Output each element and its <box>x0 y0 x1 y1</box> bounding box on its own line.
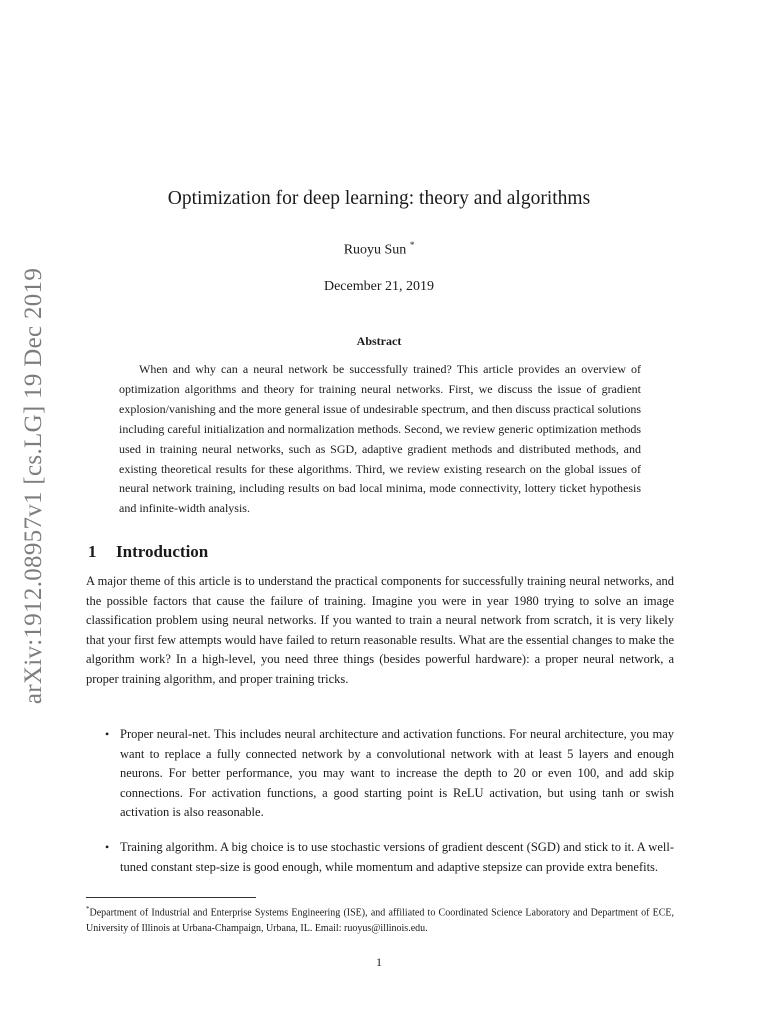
abstract-text: When and why can a neural network be successfully trained? This article provides an overview of optimization algorithms and theory for training neural networks. First, we discuss the issue of gradient explosion/vanishing and the more general issue of undesirable spectrum, and then discuss practical solutions including careful initialization and normalization methods. Second, we review generic optimization methods used in training neural networks, such as SGD, adaptive gradient methods and distributed methods, and existing theoretical results for these algorithms. Third, we review existing research on the global issues of neural network training, including results on bad local minima, mode connectivity, lottery ticket hypothesis and infinite-width analysis. <box>119 362 641 516</box>
author-name: Ruoyu Sun <box>343 242 407 258</box>
bullet-list <box>100 725 674 892</box>
section-number: 1 <box>88 542 97 561</box>
footnote <box>86 901 674 937</box>
paper-date: December 21, 2019 <box>323 279 435 294</box>
intro-paragraph: A major theme of this article is to understand the practical components for successfully training neural networks, and the possible factors that cause the failure of training. Imagine you were in year 1980 trying to solve an image classification problem using neural networks. If you wanted to train a neural network from scratch, it is very likely that your first few attempts would have failed to return reasonable results. What are the essential changes to make the algorithm work? In a high-level, you need three things (besides powerful hardware): a proper neural network, a proper training algorithm, and proper training tricks. <box>86 574 674 686</box>
footnote-rule <box>86 897 256 898</box>
abstract-heading: Abstract <box>356 334 402 348</box>
bullet-dot-icon: • <box>105 727 110 741</box>
bullet-item <box>100 725 674 823</box>
section-heading <box>88 542 208 562</box>
page-number: 1 <box>376 955 382 969</box>
footnote-mark: * <box>86 905 90 913</box>
section-title: Introduction <box>116 542 209 561</box>
author-line <box>0 240 758 259</box>
footnote-text: Department of Industrial and Enterprise Systems Engineering (ISE), and affiliated to Coordinated Science Laboratory and Department of ECE, University of Illinois at Urbana-Champaign, Urbana, IL. Email: ruoyus@illinois.edu. <box>86 907 674 935</box>
bullet-text: Proper neural-net. This includes neural architecture and activation functions. For neural architecture, you may want to replace a fully connected network by a convolutional network with at least 5 layers and enough neurons. For better performance, you may want to increase the depth to 20 or even 100, and add skip connections. For activation functions, a good starting point is ReLU activation, but using tanh or swish activation is also reasonable. <box>120 727 674 820</box>
arxiv-watermark: arXiv:1912.08957v1 [cs.LG] 19 Dec 2019 <box>20 267 47 705</box>
author-footnote-mark: * <box>409 240 415 250</box>
paper-title: Optimization for deep learning: theory and algorithms <box>167 188 591 209</box>
bullet-item <box>100 838 674 877</box>
bullet-text: Training algorithm. A big choice is to use stochastic versions of gradient descent (SGD) and stick to it. A well-tuned constant step-size is good enough, while momentum and adaptive stepsize can provide extra benefits. <box>120 839 674 874</box>
bullet-dot-icon: • <box>105 839 110 854</box>
